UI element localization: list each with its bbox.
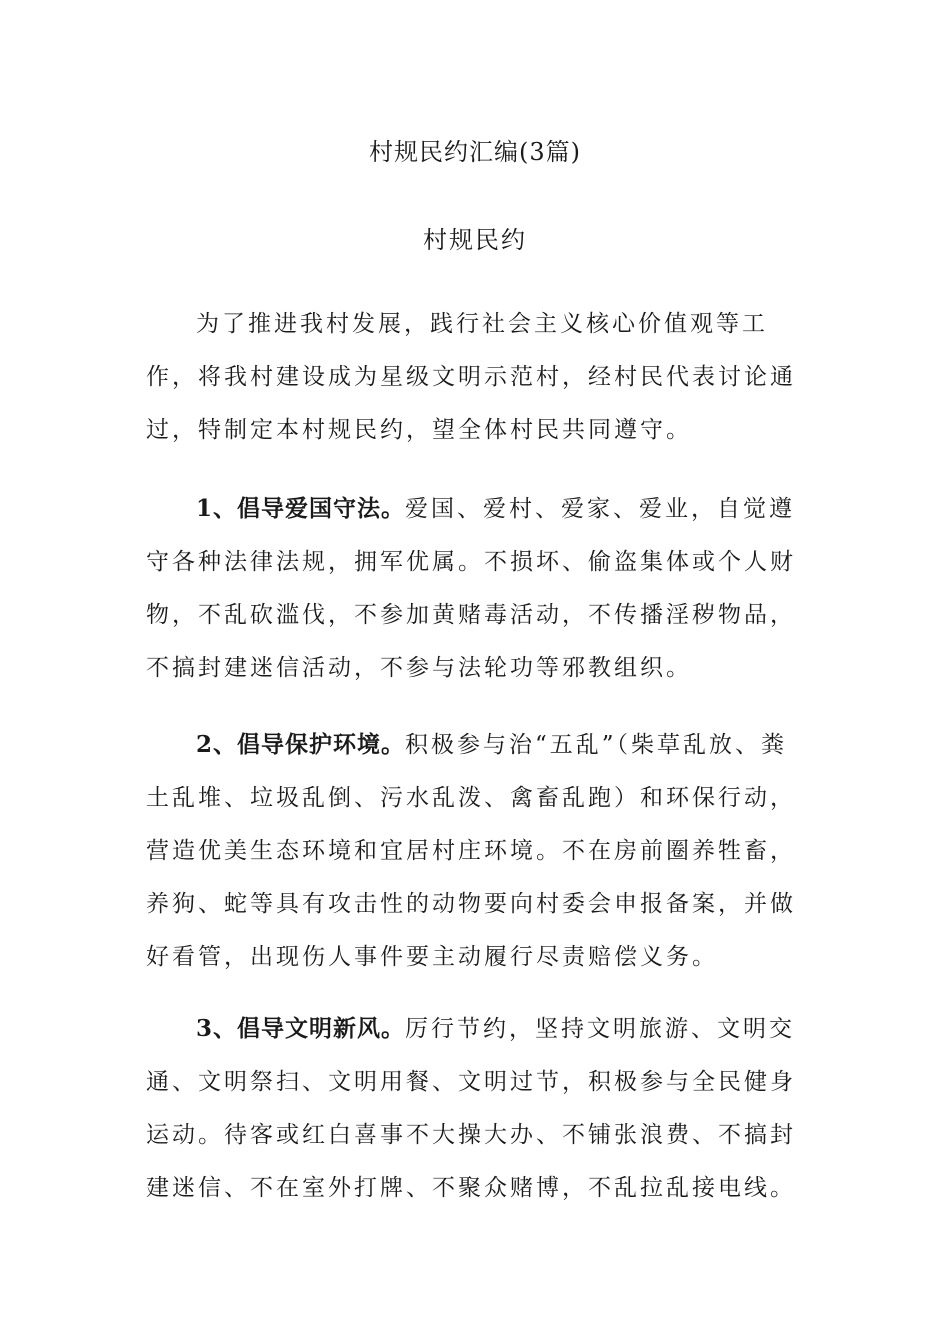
article-3-text: 厉行节约，坚持文明旅游、文明交通、文明祭扫、文明用餐、文明过节，积极参与全民健身运动。待客或红白喜事不大操大办、不铺张浪费、不搞封建迷信、不在室外打牌、不聚众赌博，不乱拉乱接电线。 — [146, 1016, 796, 1201]
intro-paragraph — [146, 298, 806, 457]
article-3-heading: 3、倡导文明新风。 — [196, 1015, 406, 1042]
article-2-text: 积极参与治“五乱”（柴草乱放、粪土乱堆、垃圾乱倒、污水乱泼、禽畜乱跑）和环保行动，营造优美生态环境和宜居村庄环境。不在房前圈养牲畜，养狗、蛇等具有攻击性的动物要向村委会申报备案，并做好看管，出现伤人事件要主动履行尽责赔偿义务。 — [146, 732, 796, 970]
article-1-text: 爱国、爱村、爱家、爱业，自觉遵守各种法律法规，拥军优属。不损坏、偷盗集体或个人财物，不乱砍滥伐，不参加黄赌毒活动，不传播淫秽物品，不搞封建迷信活动，不参与法轮功等邪教组织。 — [146, 496, 796, 681]
section-title: 村规民约 — [423, 226, 527, 254]
article-1-paragraph — [146, 482, 806, 695]
article-3-paragraph — [146, 1002, 806, 1215]
article-2-paragraph — [146, 718, 806, 984]
intro-text: 为了推进我村发展，践行社会主义核心价值观等工作，将我村建设成为星级文明示范村，经村民代表讨论通过，特制定本村规民约，望全体村民共同遵守。 — [146, 311, 796, 443]
document-title: 村规民约汇编(3篇) — [369, 138, 581, 166]
article-1-heading: 1、倡导爱国守法。 — [196, 495, 406, 522]
article-2-heading: 2、倡导保护环境。 — [196, 731, 406, 758]
